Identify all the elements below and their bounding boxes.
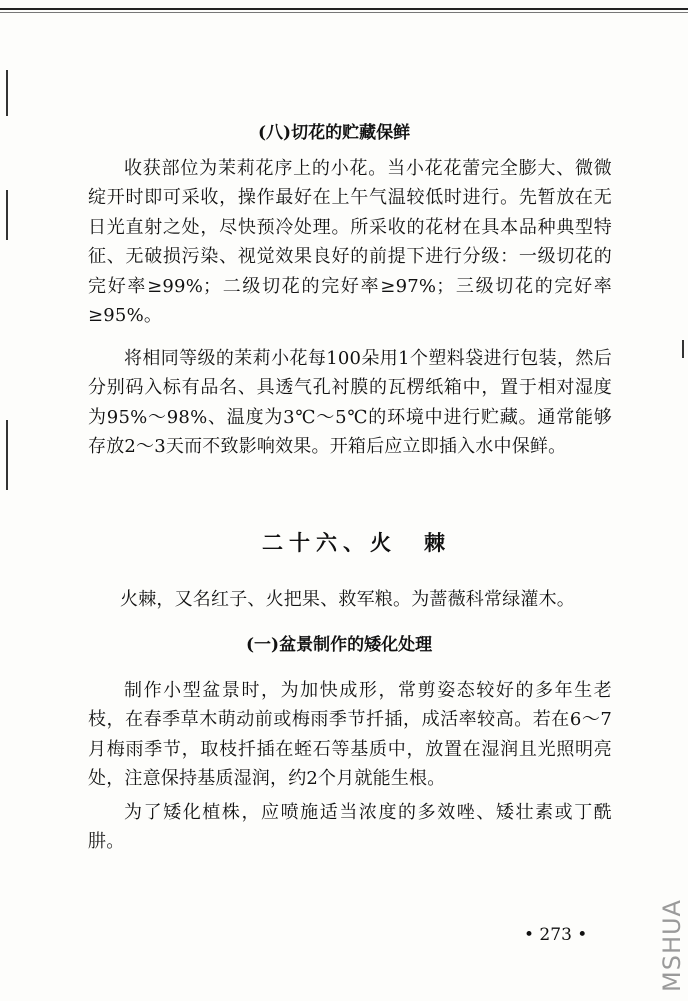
left-margin-mark [6,190,8,240]
watermark: MSHUA [658,899,686,992]
top-border-line [0,8,688,10]
paragraph-dwarfing: 为了矮化植株，应喷施适当浓度的多效唑、矮壮素或丁酰肼。 [88,802,612,853]
section-heading: (八)切花的贮藏保鲜 [258,123,411,143]
chapter-intro: 火棘，又名红子、火把果、救军粮。为蔷薇科常绿灌木。 [120,589,575,610]
paragraph-packaging: 将相同等级的茉莉小花每100朵用1个塑料袋进行包装，然后分别码入标有品名、具透气孔衬膜的瓦楞纸箱中，置于相对湿度为95%～98%、温度为3℃～5℃的环境中进行贮藏。通常能够存放2～3天而不致影响效果。开箱后应立即插入水中保鲜。 [88,348,612,458]
paragraph-harvest: 收获部位为茉莉花序上的小花。当小花花蕾完全膨大、微微绽开时即可采收，操作最好在上午气温较低时进行。先暂放在无日光直射之处，尽快预冷处理。所采收的花材在具本品种典型特征、无破损污染、视觉效果良好的前提下进行分级：一级切花的完好率≥99%；二级切花的完好率≥97%；三级切花的完好率≥95%。 [88,158,612,327]
paragraph-cuttings: 制作小型盆景时，为加快成形，常剪姿态较好的多年生老枝，在春季草木萌动前或梅雨季节扦插，成活率较高。若在6～7月梅雨季节，取枝扦插在蛭石等基质中，放置在湿润且光照明亮处，注意保持基质湿润，约2个月就能生根。 [88,680,612,790]
left-margin-mark [6,420,8,490]
right-margin-mark [682,340,684,358]
top-border-thin-line [0,12,688,13]
left-margin-mark [6,70,8,116]
subsection-heading: (一)盆景制作的矮化处理 [246,635,433,655]
chapter-title: 二十六、火 棘 [262,530,451,555]
page-number: • 273 • [524,925,588,945]
